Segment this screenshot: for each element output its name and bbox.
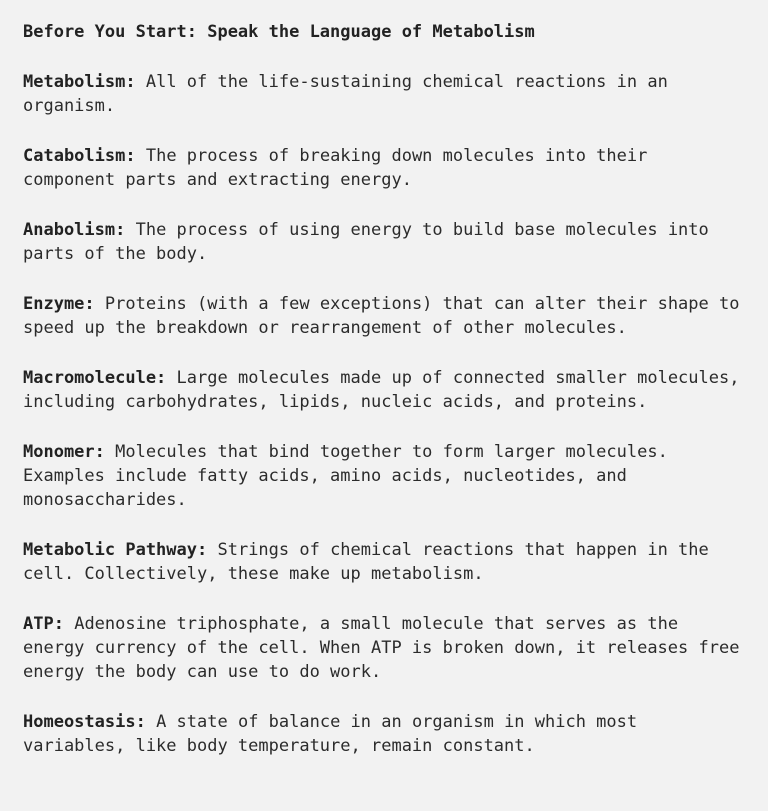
term-name: Monomer: xyxy=(23,442,105,462)
term-name: Homeostasis: xyxy=(23,712,146,732)
term-name: Metabolic Pathway: xyxy=(23,540,208,560)
term-definition: Molecules that bind together to form larger molecules. Examples include fatty acids, amino acids, nucleotides, and monosaccharides. xyxy=(23,442,668,510)
term-item-catabolism xyxy=(23,144,746,192)
term-name: Metabolism: xyxy=(23,72,136,92)
term-definition: Strings of chemical reactions that happen in the cell. Collectively, these make up metabolism. xyxy=(23,540,709,584)
term-item-enzyme xyxy=(23,292,746,340)
term-name: Macromolecule: xyxy=(23,368,167,388)
term-definition: All of the life-sustaining chemical reactions in an organism. xyxy=(23,72,668,116)
term-definition: The process of using energy to build base molecules into parts of the body. xyxy=(23,220,709,264)
term-name: Anabolism: xyxy=(23,220,126,240)
term-definition: The process of breaking down molecules into their component parts and extracting energy. xyxy=(23,146,648,190)
term-name: Enzyme: xyxy=(23,294,95,314)
term-item-metabolic-pathway xyxy=(23,538,746,586)
term-item-homeostasis xyxy=(23,710,746,758)
term-item-monomer xyxy=(23,440,746,512)
page-title: Before You Start: Speak the Language of Metabolism xyxy=(23,22,535,42)
term-definition: A state of balance in an organism in which most variables, like body temperature, remain constant. xyxy=(23,712,638,756)
term-list xyxy=(23,70,746,758)
term-definition: Adenosine triphosphate, a small molecule that serves as the energy currency of the cell. When ATP is broken down, it releases free energy the body can use to do work. xyxy=(23,614,740,682)
term-name: ATP: xyxy=(23,614,64,634)
term-item-macromolecule xyxy=(23,366,746,414)
term-definition: Large molecules made up of connected smaller molecules, including carbohydrates, lipids, nucleic acids, and proteins. xyxy=(23,368,740,412)
term-item-metabolism xyxy=(23,70,746,118)
term-name: Catabolism: xyxy=(23,146,136,166)
term-definition: Proteins (with a few exceptions) that can alter their shape to speed up the breakdown or rearrangement of other molecules. xyxy=(23,294,740,338)
term-item-atp xyxy=(23,612,746,684)
term-item-anabolism xyxy=(23,218,746,266)
